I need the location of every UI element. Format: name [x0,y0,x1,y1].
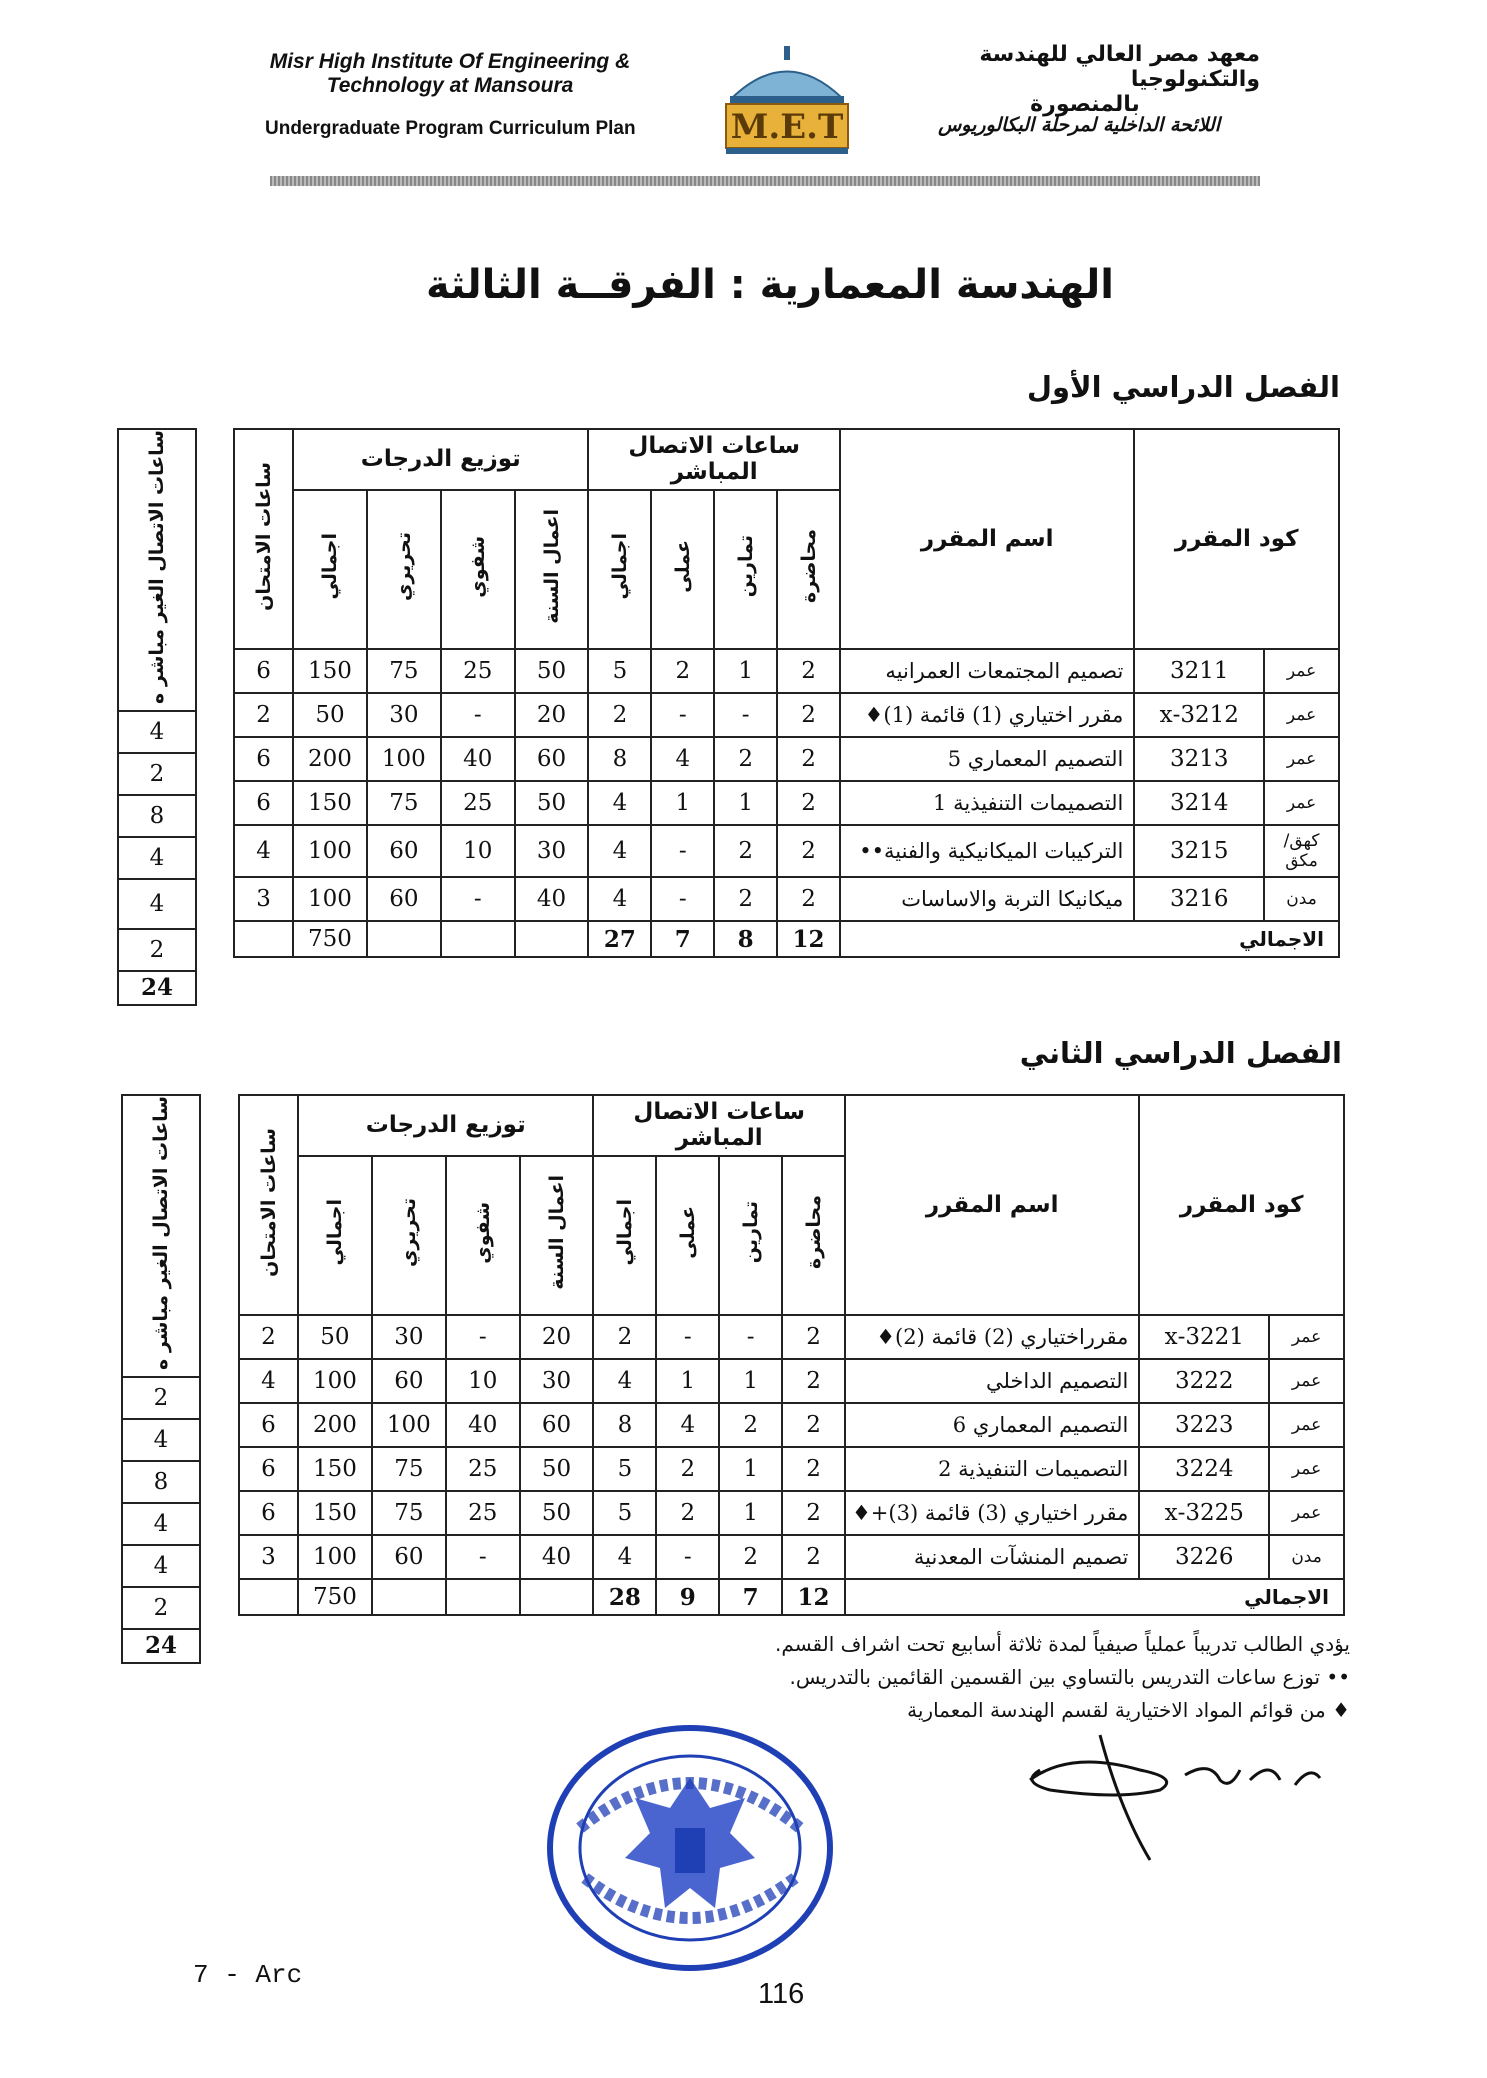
course-code-cell: 3215 [1134,825,1264,877]
header-exam-hours: ساعات الامتحان [234,429,293,649]
total-coursework [520,1579,594,1615]
course-code-cell: 3212-x [1134,693,1264,737]
header-coursework: اعمال السنة [515,490,589,649]
institute-name-en [230,50,670,98]
total-lecture: 12 [777,921,840,957]
header-contact-hours: ساعات الاتصال المباشر [593,1095,845,1156]
exam-hours-cell: 3 [234,877,293,921]
indirect-hours-cell: 2 [118,929,196,971]
course-name-cell: مقرراختياري (2) قائمة (2)♦ [845,1315,1139,1359]
indirect-hours-cell: 4 [122,1419,200,1461]
course-row [234,825,1339,877]
total-exam-hours [239,1579,298,1615]
footnote-training: يؤدي الطالب تدريباً عملياً صيفياً لمدة ثلاثة أسابيع تحت اشراف القسم. [775,1632,1350,1656]
course-name-cell: مقرر اختياري (1) قائمة (1)♦ [840,693,1134,737]
lecture-cell: 2 [777,737,840,781]
indirect-hours-cell: 4 [122,1545,200,1587]
oral-cell: 10 [441,825,515,877]
course-code-cell: 3226 [1139,1535,1269,1579]
bylaws-title-ar: اللائحة الداخلية لمرحلة البكالوريوس [938,114,1220,136]
practical-cell: 1 [656,1359,719,1403]
tutorial-cell: 1 [714,649,777,693]
written-cell: 60 [367,825,441,877]
exam-hours-cell: 2 [239,1315,298,1359]
department-cell: مدن [1269,1535,1344,1579]
signature [1010,1720,1340,1870]
tutorial-cell: - [719,1315,782,1359]
contact-total-cell: 2 [588,693,651,737]
semester-2-table [238,1094,1345,1616]
total-written [367,921,441,957]
grades-total-cell: 50 [298,1315,372,1359]
signature-icon [1010,1720,1340,1870]
course-row [239,1403,1344,1447]
total-contact: 28 [593,1579,656,1615]
department-cell: عمر [1264,693,1339,737]
exam-hours-cell: 2 [234,693,293,737]
grades-total-cell: 100 [298,1535,372,1579]
header-course-name: اسم المقرر [840,429,1134,649]
page-number: 116 [758,1978,805,2010]
lecture-cell: 2 [777,781,840,825]
oral-cell: - [441,877,515,921]
total-grades: 750 [293,921,367,957]
coursework-cell: 50 [520,1491,594,1535]
total-label: الاجمالي [845,1579,1344,1615]
lecture-cell: 2 [782,1403,845,1447]
header-coursework: اعمال السنة [520,1156,594,1315]
total-contact: 27 [588,921,651,957]
total-written [372,1579,446,1615]
contact-total-cell: 8 [593,1403,656,1447]
exam-hours-cell: 6 [234,781,293,825]
course-code-cell: 3213 [1134,737,1264,781]
grades-total-cell: 150 [293,781,367,825]
tutorial-cell: 2 [719,1403,782,1447]
program-name-en: Undergraduate Program Curriculum Plan [265,118,636,139]
course-name-cell: التركيبات الميكانيكية والفنية•• [840,825,1134,877]
oral-cell: 25 [446,1491,520,1535]
eagle-seal-stamp-icon [540,1718,840,1978]
header-practical: عملى [651,490,714,649]
department-cell: عمر [1264,649,1339,693]
institute-name-ar-line2: بالمنصورة [1030,92,1140,117]
total-indirect: 24 [118,971,196,1005]
coursework-cell: 50 [520,1447,594,1491]
page-label: 7 - Arc [193,1960,303,1990]
header-grades-total: اجمالي [298,1156,372,1315]
written-cell: 60 [367,877,441,921]
header-contact-hours: ساعات الاتصال المباشر [588,429,840,490]
official-stamp [540,1718,840,1978]
exam-hours-cell: 6 [239,1403,298,1447]
practical-cell: - [651,693,714,737]
course-name-cell: ميكانيكا التربة والاساسات [840,877,1134,921]
indirect-hours-cell: 2 [122,1587,200,1629]
total-grades: 750 [298,1579,372,1615]
oral-cell: 40 [441,737,515,781]
oral-cell: 25 [441,649,515,693]
lecture-cell: 2 [782,1491,845,1535]
footnotes [620,1628,1350,1727]
written-cell: 75 [372,1491,446,1535]
tutorial-cell: 1 [719,1491,782,1535]
coursework-cell: 20 [520,1315,594,1359]
grades-total-cell: 100 [293,825,367,877]
page-title: الهندسة المعمارية : الفرقــة الثالثة [425,262,1114,308]
institute-name-en-line1: Misr High Institute Of Engineering & [269,50,631,73]
grades-total-cell: 150 [298,1447,372,1491]
written-cell: 60 [372,1535,446,1579]
course-row [234,693,1339,737]
course-code-cell: 3211 [1134,649,1264,693]
lecture-cell: 2 [782,1315,845,1359]
grades-total-cell: 100 [298,1359,372,1403]
practical-cell: 1 [651,781,714,825]
header-exam-hours: ساعات الامتحان [239,1095,298,1315]
practical-cell: 2 [656,1447,719,1491]
header-lecture: محاضرة [777,490,840,649]
institute-name-ar-line1: معهد مصر العالي للهندسة والتكنولوجيا [979,42,1260,92]
oral-cell: 10 [446,1359,520,1403]
practical-cell: 4 [656,1403,719,1447]
exam-hours-cell: 6 [234,737,293,781]
indirect-hours-cell: 8 [122,1461,200,1503]
course-name-cell: مقرر اختياري (3) قائمة (3)+♦ [845,1491,1139,1535]
header-practical: عملى [656,1156,719,1315]
oral-cell: - [446,1315,520,1359]
total-tutorial: 8 [714,921,777,957]
written-cell: 75 [367,649,441,693]
header-contact-total: اجمالي [588,490,651,649]
exam-hours-cell: 3 [239,1535,298,1579]
header-lecture: محاضرة [782,1156,845,1315]
header-divider [270,176,1260,186]
course-row [234,737,1339,781]
header-course-code: كود المقرر [1139,1095,1344,1315]
total-lecture: 12 [782,1579,845,1615]
practical-cell: 4 [651,737,714,781]
header-grade-distribution: توزيع الدرجات [293,429,588,490]
lecture-cell: 2 [777,825,840,877]
total-practical: 7 [651,921,714,957]
header-course-code: كود المقرر [1134,429,1339,649]
indirect-hours-cell: 4 [118,879,196,929]
semester-2-title: الفصل الدراسي الثاني [1019,1036,1342,1070]
coursework-cell: 50 [515,649,589,693]
course-row [239,1535,1344,1579]
contact-total-cell: 4 [588,825,651,877]
course-code-cell: 3224 [1139,1447,1269,1491]
total-indirect: 24 [122,1629,200,1663]
course-code-cell: 3214 [1134,781,1264,825]
header-grades-total: اجمالي [293,490,367,649]
grades-total-cell: 150 [298,1491,372,1535]
total-oral [446,1579,520,1615]
department-cell: كهق/ مكق [1264,825,1339,877]
lecture-cell: 2 [777,877,840,921]
coursework-cell: 30 [515,825,589,877]
department-cell: عمر [1264,781,1339,825]
institute-logo [712,40,862,160]
tutorial-cell: 1 [714,781,777,825]
department-cell: عمر [1269,1447,1344,1491]
footnote-electives: ♦ من قوائم المواد الاختيارية لقسم الهندسة المعمارية [907,1698,1350,1722]
footnote-shared-teaching: •• توزع ساعات التدريس بالتساوي بين القسمين القائمين بالتدريس. [789,1665,1350,1689]
coursework-cell: 50 [515,781,589,825]
written-cell: 75 [372,1447,446,1491]
course-row [239,1315,1344,1359]
contact-total-cell: 4 [588,781,651,825]
course-code-cell: 3221-x [1139,1315,1269,1359]
total-tutorial: 7 [719,1579,782,1615]
course-name-cell: تصميم المجتمعات العمرانيه [840,649,1134,693]
contact-total-cell: 8 [588,737,651,781]
institute-name-ar [870,42,1260,117]
tutorial-cell: - [714,693,777,737]
indirect-hours-cell: 2 [122,1377,200,1419]
tutorial-cell: 2 [714,825,777,877]
total-exam-hours [234,921,293,957]
exam-hours-cell: 4 [234,825,293,877]
semester-1-indirect-table [117,428,197,1006]
tutorial-cell: 2 [719,1535,782,1579]
practical-cell: - [651,877,714,921]
indirect-hours-cell: 4 [118,711,196,753]
header-tutorial: تمارين [714,490,777,649]
indirect-hours-cell: 4 [122,1503,200,1545]
course-code-cell: 3222 [1139,1359,1269,1403]
coursework-cell: 60 [515,737,589,781]
semester-1-title: الفصل الدراسي الأول [1026,370,1340,404]
course-name-cell: التصميم المعماري 5 [840,737,1134,781]
indirect-hours-cell: 4 [118,837,196,879]
department-cell: عمر [1269,1403,1344,1447]
contact-total-cell: 5 [588,649,651,693]
header-course-name: اسم المقرر [845,1095,1139,1315]
header-contact-total: اجمالي [593,1156,656,1315]
tutorial-cell: 2 [714,877,777,921]
semester-2-totals-row [239,1579,1344,1615]
oral-cell: - [446,1535,520,1579]
coursework-cell: 40 [520,1535,594,1579]
written-cell: 75 [367,781,441,825]
header-oral: شفوي [446,1156,520,1315]
written-cell: 100 [372,1403,446,1447]
course-name-cell: التصميمات التنفيذية 2 [845,1447,1139,1491]
course-row [234,781,1339,825]
coursework-cell: 60 [520,1403,594,1447]
course-code-cell: 3216 [1134,877,1264,921]
header-written: تحريري [372,1156,446,1315]
course-code-cell: 3223 [1139,1403,1269,1447]
exam-hours-cell: 6 [234,649,293,693]
practical-cell: - [651,825,714,877]
total-coursework [515,921,589,957]
total-label: الاجمالي [840,921,1339,957]
practical-cell: - [656,1535,719,1579]
lecture-cell: 2 [777,649,840,693]
header-tutorial: تمارين [719,1156,782,1315]
practical-cell: - [656,1315,719,1359]
written-cell: 60 [372,1359,446,1403]
course-name-cell: التصميم المعماري 6 [845,1403,1139,1447]
oral-cell: 25 [446,1447,520,1491]
course-row [239,1491,1344,1535]
oral-cell: 25 [441,781,515,825]
header-written: تحريري [367,490,441,649]
indirect-hours-cell: 8 [118,795,196,837]
indirect-hours-cell: 2 [118,753,196,795]
institute-name-en-line2: Technology at Mansoura [326,74,574,97]
lecture-cell: 2 [777,693,840,737]
dome-logo-icon [712,40,862,160]
header-indirect-hours: ساعات الاتصال الغير مباشر ه [118,429,196,711]
total-oral [441,921,515,957]
course-row [239,1359,1344,1403]
course-code-cell: 3225-x [1139,1491,1269,1535]
course-name-cell: التصميم الداخلي [845,1359,1139,1403]
contact-total-cell: 5 [593,1491,656,1535]
department-cell: عمر [1269,1491,1344,1535]
grades-total-cell: 50 [293,693,367,737]
coursework-cell: 40 [515,877,589,921]
exam-hours-cell: 4 [239,1359,298,1403]
exam-hours-cell: 6 [239,1447,298,1491]
practical-cell: 2 [656,1491,719,1535]
contact-total-cell: 2 [593,1315,656,1359]
semester-1-totals-row [234,921,1339,957]
oral-cell: 40 [446,1403,520,1447]
semester-2-indirect-table [121,1094,201,1664]
tutorial-cell: 1 [719,1447,782,1491]
written-cell: 30 [372,1315,446,1359]
department-cell: عمر [1269,1315,1344,1359]
written-cell: 30 [367,693,441,737]
practical-cell: 2 [651,649,714,693]
header-grade-distribution: توزيع الدرجات [298,1095,593,1156]
contact-total-cell: 4 [593,1535,656,1579]
contact-total-cell: 5 [593,1447,656,1491]
grades-total-cell: 100 [293,877,367,921]
department-cell: عمر [1269,1359,1344,1403]
total-practical: 9 [656,1579,719,1615]
coursework-cell: 20 [515,693,589,737]
logo-text: M.E.T [730,107,844,147]
oral-cell: - [441,693,515,737]
coursework-cell: 30 [520,1359,594,1403]
header-indirect-hours: ساعات الاتصال الغير مباشر ه [122,1095,200,1377]
department-cell: عمر [1264,737,1339,781]
exam-hours-cell: 6 [239,1491,298,1535]
grades-total-cell: 200 [293,737,367,781]
lecture-cell: 2 [782,1535,845,1579]
written-cell: 100 [367,737,441,781]
tutorial-cell: 1 [719,1359,782,1403]
lecture-cell: 2 [782,1447,845,1491]
grades-total-cell: 150 [293,649,367,693]
department-cell: مدن [1264,877,1339,921]
course-row [234,877,1339,921]
course-row [239,1447,1344,1491]
course-row [234,649,1339,693]
semester-1-table [233,428,1340,958]
course-name-cell: تصميم المنشآت المعدنية [845,1535,1139,1579]
contact-total-cell: 4 [593,1359,656,1403]
grades-total-cell: 200 [298,1403,372,1447]
lecture-cell: 2 [782,1359,845,1403]
header-oral: شفوي [441,490,515,649]
contact-total-cell: 4 [588,877,651,921]
tutorial-cell: 2 [714,737,777,781]
course-name-cell: التصميمات التنفيذية 1 [840,781,1134,825]
